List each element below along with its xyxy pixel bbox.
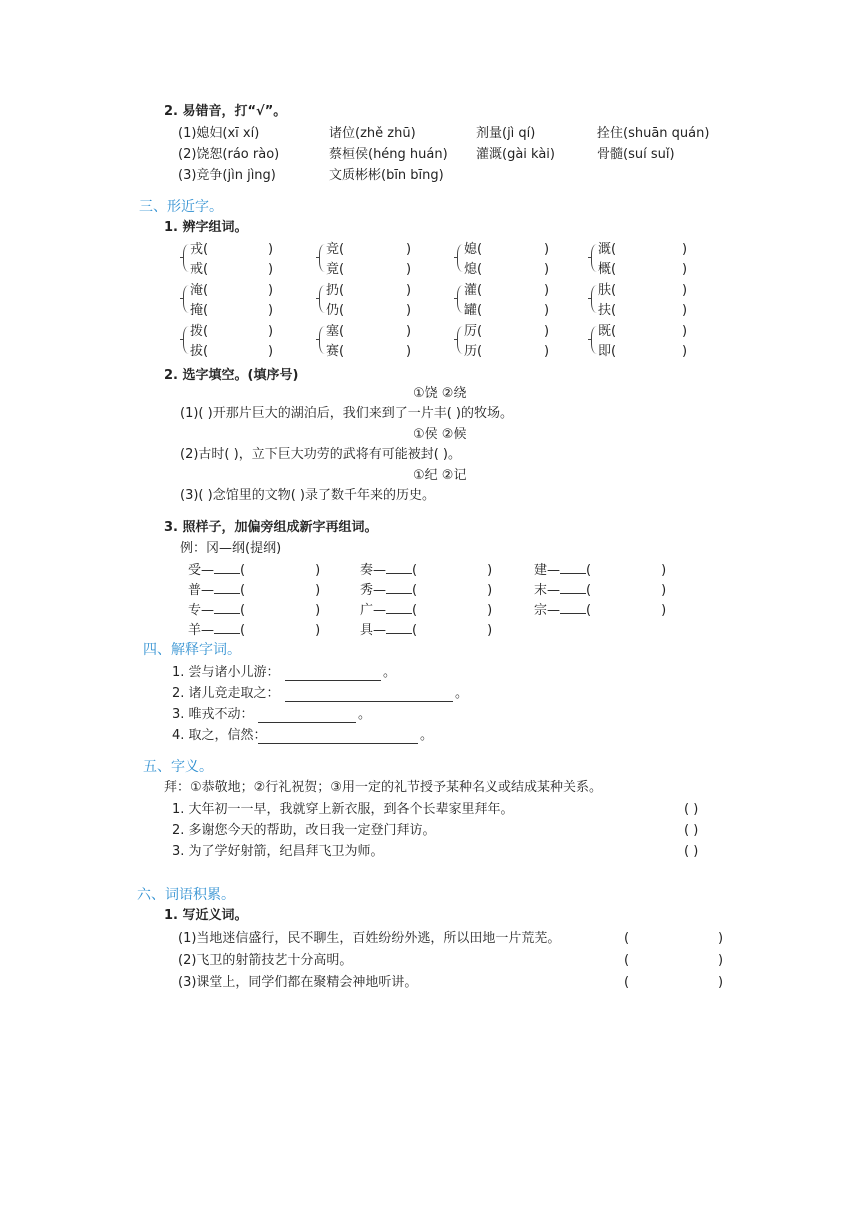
pair-char: 拨(: [190, 324, 209, 339]
s6-sub: 1. 写近义词。: [164, 908, 248, 923]
paren-right: ): [487, 583, 493, 598]
paren-left: (: [240, 603, 246, 618]
answer-paren-right: ): [718, 931, 724, 946]
pair-char: 赛(: [326, 344, 345, 359]
brace-icon: [591, 244, 597, 272]
pair-char: 掩(: [190, 303, 209, 318]
s3-sub3: 3. 照样子，加偏旁组成新字再组词。: [164, 520, 378, 535]
answer-paren[interactable]: ( ): [684, 844, 699, 859]
pair-answer-slot[interactable]: [208, 302, 264, 320]
pair-close-paren: ): [682, 283, 688, 298]
radical-label: 羊—: [188, 623, 215, 638]
paren-left: (: [586, 603, 592, 618]
fill-options-3: ①纪 ②记: [413, 468, 467, 483]
pair-char: 溉(: [598, 242, 617, 257]
pair-answer-slot[interactable]: [208, 261, 264, 279]
radical-blank[interactable]: [386, 561, 412, 574]
pair-close-paren: ): [406, 283, 412, 298]
pair-char: 熄(: [464, 262, 483, 277]
radical-blank[interactable]: [560, 561, 586, 574]
section-4-heading: 四、解释字词。: [143, 642, 241, 658]
radical-blank[interactable]: [214, 621, 240, 634]
paren-right: ): [661, 563, 667, 578]
pair-answer-slot[interactable]: [616, 241, 678, 259]
radical-blank[interactable]: [560, 581, 586, 594]
pair-close-paren: ): [268, 344, 274, 359]
radical-label: 末—: [534, 583, 561, 598]
pair-close-paren: ): [544, 262, 550, 277]
radical-blank[interactable]: [560, 601, 586, 614]
answer-paren[interactable]: ( ): [684, 823, 699, 838]
pair-char: 厉(: [464, 324, 483, 339]
answer-paren-right: ): [718, 975, 724, 990]
paren-right: ): [315, 563, 321, 578]
s3-example: 例：冈—纲(提纲): [180, 541, 282, 556]
s5-item-2: 2. 多谢您今天的帮助，改日我一定登门拜访。: [172, 823, 436, 838]
radical-blank[interactable]: [386, 581, 412, 594]
pair-answer-slot[interactable]: [208, 282, 264, 300]
radical-item: [188, 581, 320, 600]
pair-char: 历(: [464, 344, 483, 359]
pair-close-paren: ): [682, 303, 688, 318]
radical-blank[interactable]: [386, 601, 412, 614]
pair-answer-slot[interactable]: [482, 302, 540, 320]
brace-icon: [319, 326, 325, 354]
radical-item: [360, 601, 492, 620]
q2-item: 骨髓(suí suǐ): [597, 147, 675, 162]
pair-answer-slot[interactable]: [482, 323, 540, 341]
pair-char: 仍(: [326, 303, 345, 318]
q2-item: 灌溉(gài kài): [476, 147, 555, 162]
paren-left: (: [412, 563, 418, 578]
q2-item: 文质彬彬(bīn bīng): [329, 168, 444, 183]
period: 。: [455, 686, 469, 701]
brace-icon: [319, 244, 325, 272]
q2-item: 蔡桓侯(héng huán): [329, 147, 448, 162]
paren-left: (: [412, 583, 418, 598]
pair-char: 即(: [598, 344, 617, 359]
section-3-heading: 三、形近字。: [139, 199, 223, 215]
radical-item: [360, 581, 492, 600]
pair-char: 戒(: [190, 262, 209, 277]
pair-char: 灌(: [464, 283, 483, 298]
answer-paren-left[interactable]: (: [624, 953, 630, 968]
fill-options-1: ①饶 ②绕: [413, 386, 467, 401]
radical-blank[interactable]: [214, 581, 240, 594]
pair-answer-slot[interactable]: [482, 241, 540, 259]
pair-char: 塞(: [326, 324, 345, 339]
pair-answer-slot[interactable]: [616, 282, 678, 300]
radical-label: 具—: [360, 623, 387, 638]
pair-close-paren: ): [544, 242, 550, 257]
answer-paren-left[interactable]: (: [624, 975, 630, 990]
pair-char: 竞(: [326, 242, 345, 257]
paren-left: (: [412, 603, 418, 618]
pair-close-paren: ): [682, 262, 688, 277]
paren-right: ): [315, 603, 321, 618]
pair-answer-slot[interactable]: [616, 302, 678, 320]
s5-definition: 拜：①恭敬地；②行礼祝贺；③用一定的礼节授予某种名义或结成某种关系。: [164, 780, 602, 795]
s6-item-3: (3)课堂上，同学们都在聚精会神地听讲。: [178, 975, 418, 990]
paren-right: ): [487, 623, 493, 638]
pair-close-paren: ): [406, 242, 412, 257]
q2-item: (2)饶恕(ráo rào): [178, 147, 280, 162]
paren-left: (: [240, 623, 246, 638]
fill-sentence-2: (2)古时( )，立下巨大功劳的武将有可能被封( )。: [180, 447, 461, 462]
pair-close-paren: ): [682, 242, 688, 257]
q2-item: (3)竞争(jìn jìng): [178, 168, 276, 183]
s3-sub1: 1. 辨字组词。: [164, 220, 248, 235]
pair-char: 肤(: [598, 283, 617, 298]
s5-item-1: 1. 大年初一一早，我就穿上新衣服，到各个长辈家里拜年。: [172, 802, 514, 817]
radical-item: [534, 601, 666, 620]
pair-close-paren: ): [406, 324, 412, 339]
radical-label: 建—: [534, 563, 561, 578]
pair-close-paren: ): [268, 324, 274, 339]
pair-answer-slot[interactable]: [344, 302, 402, 320]
pair-char: 拔(: [190, 344, 209, 359]
brace-icon: [457, 326, 463, 354]
pair-answer-slot[interactable]: [616, 343, 678, 361]
pair-close-paren: ): [544, 324, 550, 339]
pair-close-paren: ): [268, 303, 274, 318]
radical-item: [188, 621, 320, 640]
period: 。: [383, 665, 397, 680]
radical-item: [360, 561, 492, 580]
pair-answer-slot[interactable]: [482, 282, 540, 300]
pair-answer-slot[interactable]: [482, 261, 540, 279]
s4-item-4: 4. 取之，信然：: [172, 728, 267, 743]
answer-line[interactable]: [258, 722, 356, 723]
q2-item: 诸位(zhě zhū): [329, 126, 416, 141]
period: 。: [358, 707, 372, 722]
brace-icon: [183, 326, 189, 354]
answer-paren-right: ): [718, 953, 724, 968]
radical-label: 普—: [188, 583, 215, 598]
q2-item: 剂量(jì qí): [476, 126, 536, 141]
s6-item-2: (2)飞卫的射箭技艺十分高明。: [178, 953, 353, 968]
radical-blank[interactable]: [386, 621, 412, 634]
pair-close-paren: ): [406, 262, 412, 277]
pair-char: 竟(: [326, 262, 345, 277]
pair-close-paren: ): [406, 303, 412, 318]
fill-sentence-1: (1)( )开那片巨大的湖泊后，我们来到了一片丰( )的牧场。: [180, 406, 513, 421]
fill-sentence-3: (3)( )念馆里的文物( )录了数千年来的历史。: [180, 488, 435, 503]
paren-right: ): [487, 603, 493, 618]
paren-right: ): [661, 583, 667, 598]
pair-answer-slot[interactable]: [616, 323, 678, 341]
paren-left: (: [586, 583, 592, 598]
brace-icon: [183, 285, 189, 313]
pair-close-paren: ): [682, 324, 688, 339]
paren-left: (: [586, 563, 592, 578]
pair-answer-slot[interactable]: [208, 343, 264, 361]
pair-answer-slot[interactable]: [344, 282, 402, 300]
pair-char: 戎(: [190, 242, 209, 257]
brace-icon: [319, 285, 325, 313]
pair-answer-slot[interactable]: [208, 241, 264, 259]
pair-close-paren: ): [268, 262, 274, 277]
section-6-heading: 六、词语积累。: [137, 887, 235, 903]
s5-item-3: 3. 为了学好射箭，纪昌拜飞卫为师。: [172, 844, 384, 859]
brace-icon: [183, 244, 189, 272]
fill-options-2: ①侯 ②候: [413, 427, 467, 442]
paren-right: ): [315, 623, 321, 638]
radical-label: 受—: [188, 563, 215, 578]
radical-item: [188, 601, 320, 620]
pair-close-paren: ): [544, 344, 550, 359]
brace-icon: [591, 326, 597, 354]
q2-item: 拴住(shuān quán): [597, 126, 710, 141]
pair-char: 扔(: [326, 283, 345, 298]
radical-label: 专—: [188, 603, 215, 618]
pair-answer-slot[interactable]: [616, 261, 678, 279]
radical-label: 广—: [360, 603, 387, 618]
answer-paren-left[interactable]: (: [624, 931, 630, 946]
pair-char: 既(: [598, 324, 617, 339]
radical-label: 奏—: [360, 563, 387, 578]
pair-answer-slot[interactable]: [344, 241, 402, 259]
pair-answer-slot[interactable]: [344, 323, 402, 341]
pair-answer-slot[interactable]: [208, 323, 264, 341]
radical-label: 秀—: [360, 583, 387, 598]
s3-sub2: 2. 选字填空。(填序号): [164, 368, 299, 383]
pair-answer-slot[interactable]: [344, 261, 402, 279]
radical-label: 宗—: [534, 603, 561, 618]
s6-item-1: (1)当地迷信盛行，民不聊生，百姓纷纷外逃，所以田地一片荒芜。: [178, 931, 561, 946]
pair-close-paren: ): [682, 344, 688, 359]
paren-left: (: [412, 623, 418, 638]
pair-answer-slot[interactable]: [344, 343, 402, 361]
radical-item: [360, 621, 492, 640]
radical-item: [534, 581, 666, 600]
pair-char: 媳(: [464, 242, 483, 257]
pair-char: 罐(: [464, 303, 483, 318]
radical-blank[interactable]: [214, 601, 240, 614]
answer-line[interactable]: [258, 743, 418, 744]
pair-close-paren: ): [544, 283, 550, 298]
pair-close-paren: ): [268, 242, 274, 257]
pair-char: 淹(: [190, 283, 209, 298]
answer-paren[interactable]: ( ): [684, 802, 699, 817]
paren-right: ): [315, 583, 321, 598]
pair-char: 概(: [598, 262, 617, 277]
s4-item-1: 1. 尝与诸小儿游：: [172, 665, 280, 680]
paren-right: ): [487, 563, 493, 578]
pair-close-paren: ): [544, 303, 550, 318]
pair-close-paren: ): [406, 344, 412, 359]
brace-icon: [457, 285, 463, 313]
radical-blank[interactable]: [214, 561, 240, 574]
s4-item-2: 2. 诸儿竞走取之：: [172, 686, 280, 701]
section-5-heading: 五、字义。: [143, 759, 213, 775]
paren-right: ): [661, 603, 667, 618]
period: 。: [420, 728, 434, 743]
radical-item: [188, 561, 320, 580]
pair-answer-slot[interactable]: [482, 343, 540, 361]
brace-icon: [591, 285, 597, 313]
brace-icon: [457, 244, 463, 272]
answer-line[interactable]: [285, 680, 381, 681]
pair-char: 扶(: [598, 303, 617, 318]
answer-line[interactable]: [285, 701, 453, 702]
paren-left: (: [240, 563, 246, 578]
pair-close-paren: ): [268, 283, 274, 298]
q2-item: (1)媳妇(xī xí): [178, 126, 260, 141]
s4-item-3: 3. 唯戎不动：: [172, 707, 254, 722]
radical-item: [534, 561, 666, 580]
q2-title: 2. 易错音，打“√”。: [164, 104, 287, 119]
paren-left: (: [240, 583, 246, 598]
